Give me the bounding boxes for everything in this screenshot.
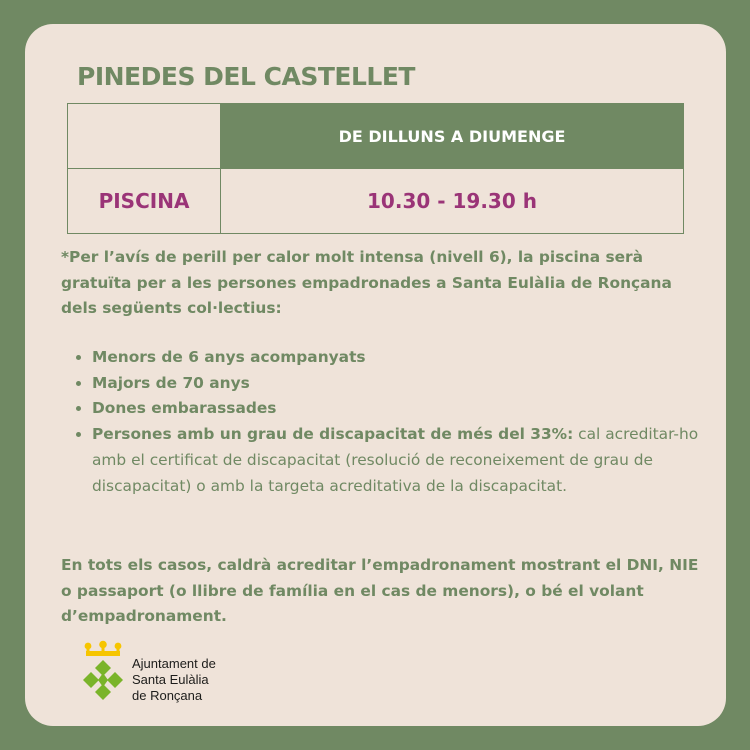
facility-label: PISCINA <box>68 169 221 234</box>
eligible-groups-list <box>61 345 732 499</box>
list-item: • Dones embarassades <box>92 396 732 422</box>
town-council-logo <box>80 640 280 710</box>
page-title: PINEDES DEL CASTELLET <box>77 62 415 91</box>
opening-hours: 10.30 - 19.30 h <box>221 169 684 234</box>
list-item: • Menors de 6 anys acompanyats <box>92 345 732 371</box>
days-header: DE DILLUNS A DIUMENGE <box>221 104 684 169</box>
list-item: • Majors de 70 anys <box>92 371 732 397</box>
logo-line: Ajuntament de <box>132 656 216 671</box>
logo-text <box>132 656 216 704</box>
info-card <box>25 24 726 726</box>
heat-warning-note: *Per l’avís de perill per calor molt intensa (nivell 6), la piscina serà gratuïta per a les persones empadronades a Santa Eulàlia de Ronçana dels següents col·lectius: <box>61 248 672 318</box>
schedule-table <box>67 103 684 234</box>
logo-line: Santa Eulàlia <box>132 672 209 687</box>
disability-group-detail: cal acreditar-ho amb el certificat de discapacitat (resolució de reconeixement de grau de discapacitat) o amb la targeta acreditativa de la discapacitat. <box>92 425 699 495</box>
table-row <box>68 169 684 234</box>
closing-note: En tots els casos, caldrà acreditar l’empadronament mostrant el DNI, NIE o passaport (o llibre de família en el cas de menors), o bé el volant d’empadronament. <box>61 556 699 626</box>
table-corner-cell <box>68 104 221 169</box>
table-header-row <box>68 104 684 169</box>
disability-group-label: Persones amb un grau de discapacitat de més del 33%: <box>92 425 574 444</box>
town-crest-icon <box>80 640 132 710</box>
logo-line: de Ronçana <box>132 688 203 703</box>
list-item <box>92 422 732 499</box>
